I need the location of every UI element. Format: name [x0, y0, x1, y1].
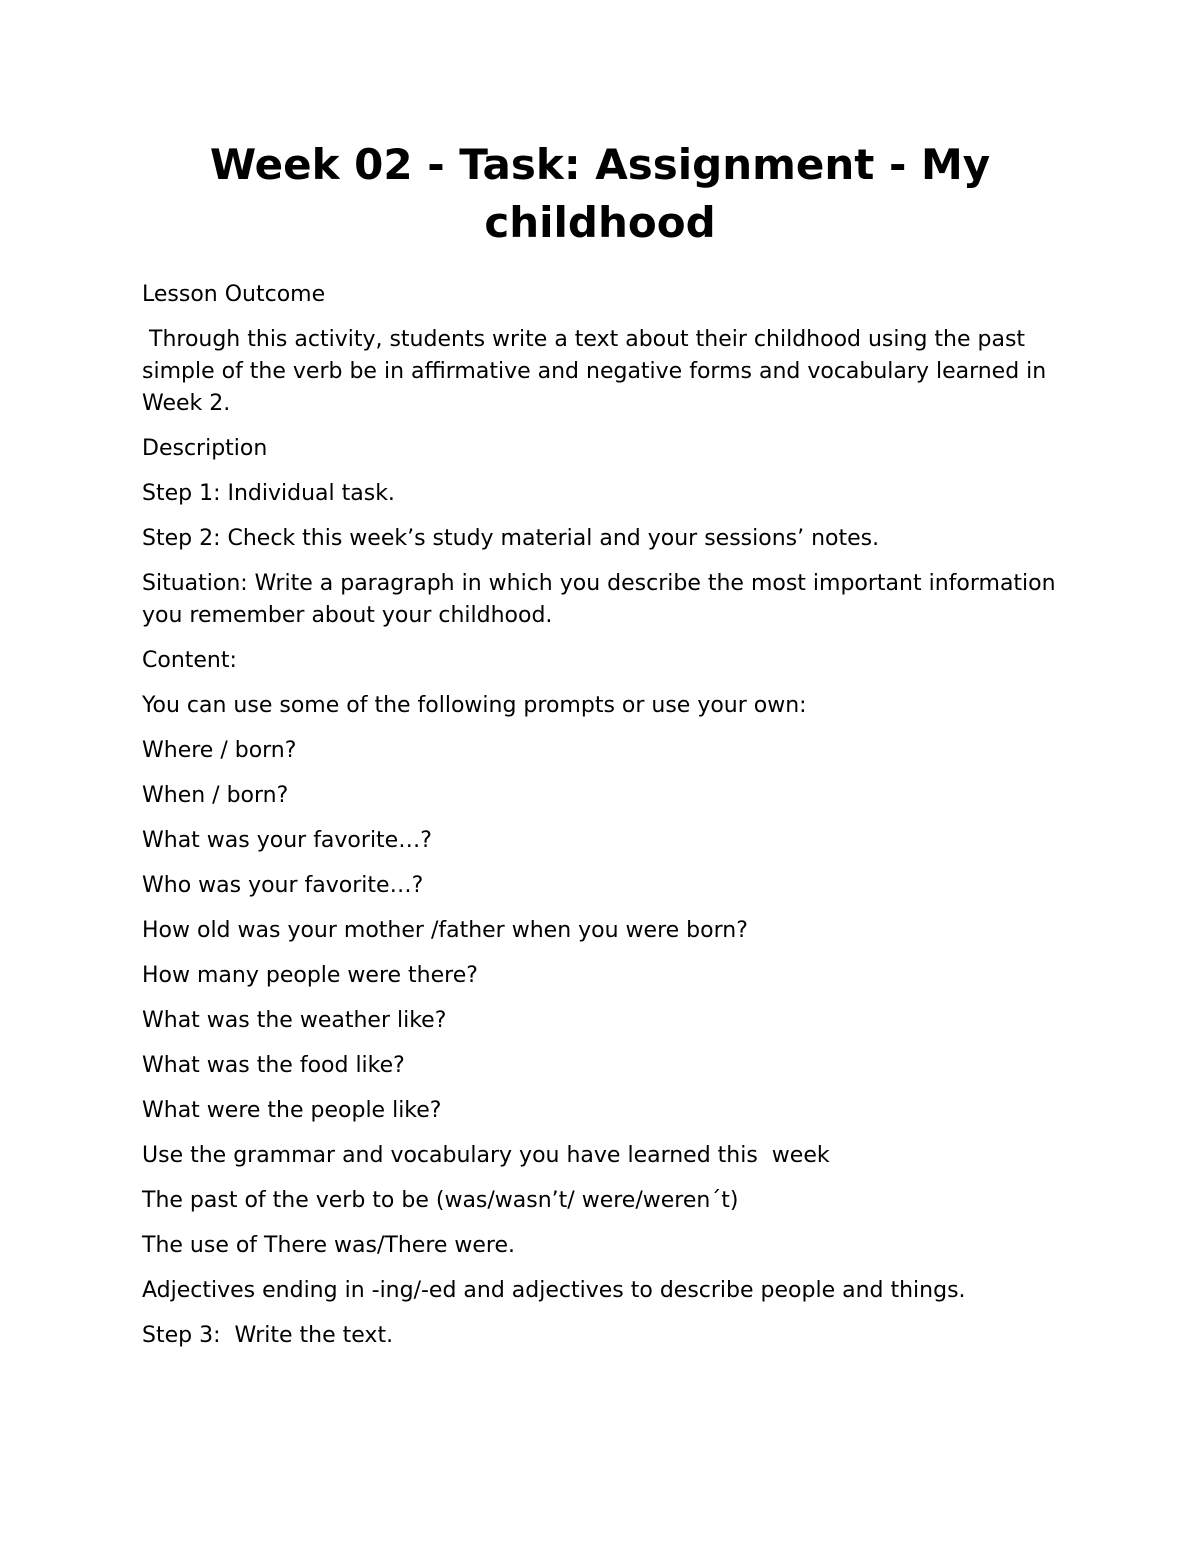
section-heading-lesson-outcome: Lesson Outcome	[142, 282, 326, 307]
grammar-item: Adjectives ending in -ing/-ed and adjectives to describe people and things.	[142, 1278, 966, 1303]
grammar-item: The past of the verb to be (was/wasn’t/ were/weren´t)	[142, 1188, 739, 1213]
prompt-item: What was your favorite…?	[142, 828, 432, 853]
prompt-item: How many people were there?	[142, 963, 478, 988]
grammar-item: The use of There was/There were.	[142, 1233, 516, 1258]
lesson-outcome-text: Through this activity, students write a text about their childhood using the past simple of the verb be in affirmative and negative forms and vocabulary learned in Week 2.	[142, 327, 1054, 416]
step-3: Step 3: Write the text.	[142, 1323, 394, 1348]
prompt-item: What was the food like?	[142, 1053, 405, 1078]
grammar-instruction: Use the grammar and vocabulary you have learned this week	[142, 1143, 830, 1168]
document-title: Week 02 - Task: Assignment - My childhood	[209, 140, 991, 247]
prompt-item: Who was your favorite…?	[142, 873, 424, 898]
section-heading-content: Content:	[142, 648, 237, 673]
prompts-intro: You can use some of the following prompts or use your own:	[142, 693, 807, 718]
prompt-item: When / born?	[142, 783, 289, 808]
prompt-item: How old was your mother /father when you were born?	[142, 918, 748, 943]
prompt-item: What were the people like?	[142, 1098, 442, 1123]
step-1: Step 1: Individual task.	[142, 481, 395, 506]
prompt-item: Where / born?	[142, 738, 297, 763]
section-heading-description: Description	[142, 436, 268, 461]
prompt-item: What was the weather like?	[142, 1008, 447, 1033]
step-2: Step 2: Check this week’s study material and your sessions’ notes.	[142, 526, 880, 551]
situation-text: Situation: Write a paragraph in which you describe the most important information you remember about your childhood.	[142, 571, 1063, 628]
